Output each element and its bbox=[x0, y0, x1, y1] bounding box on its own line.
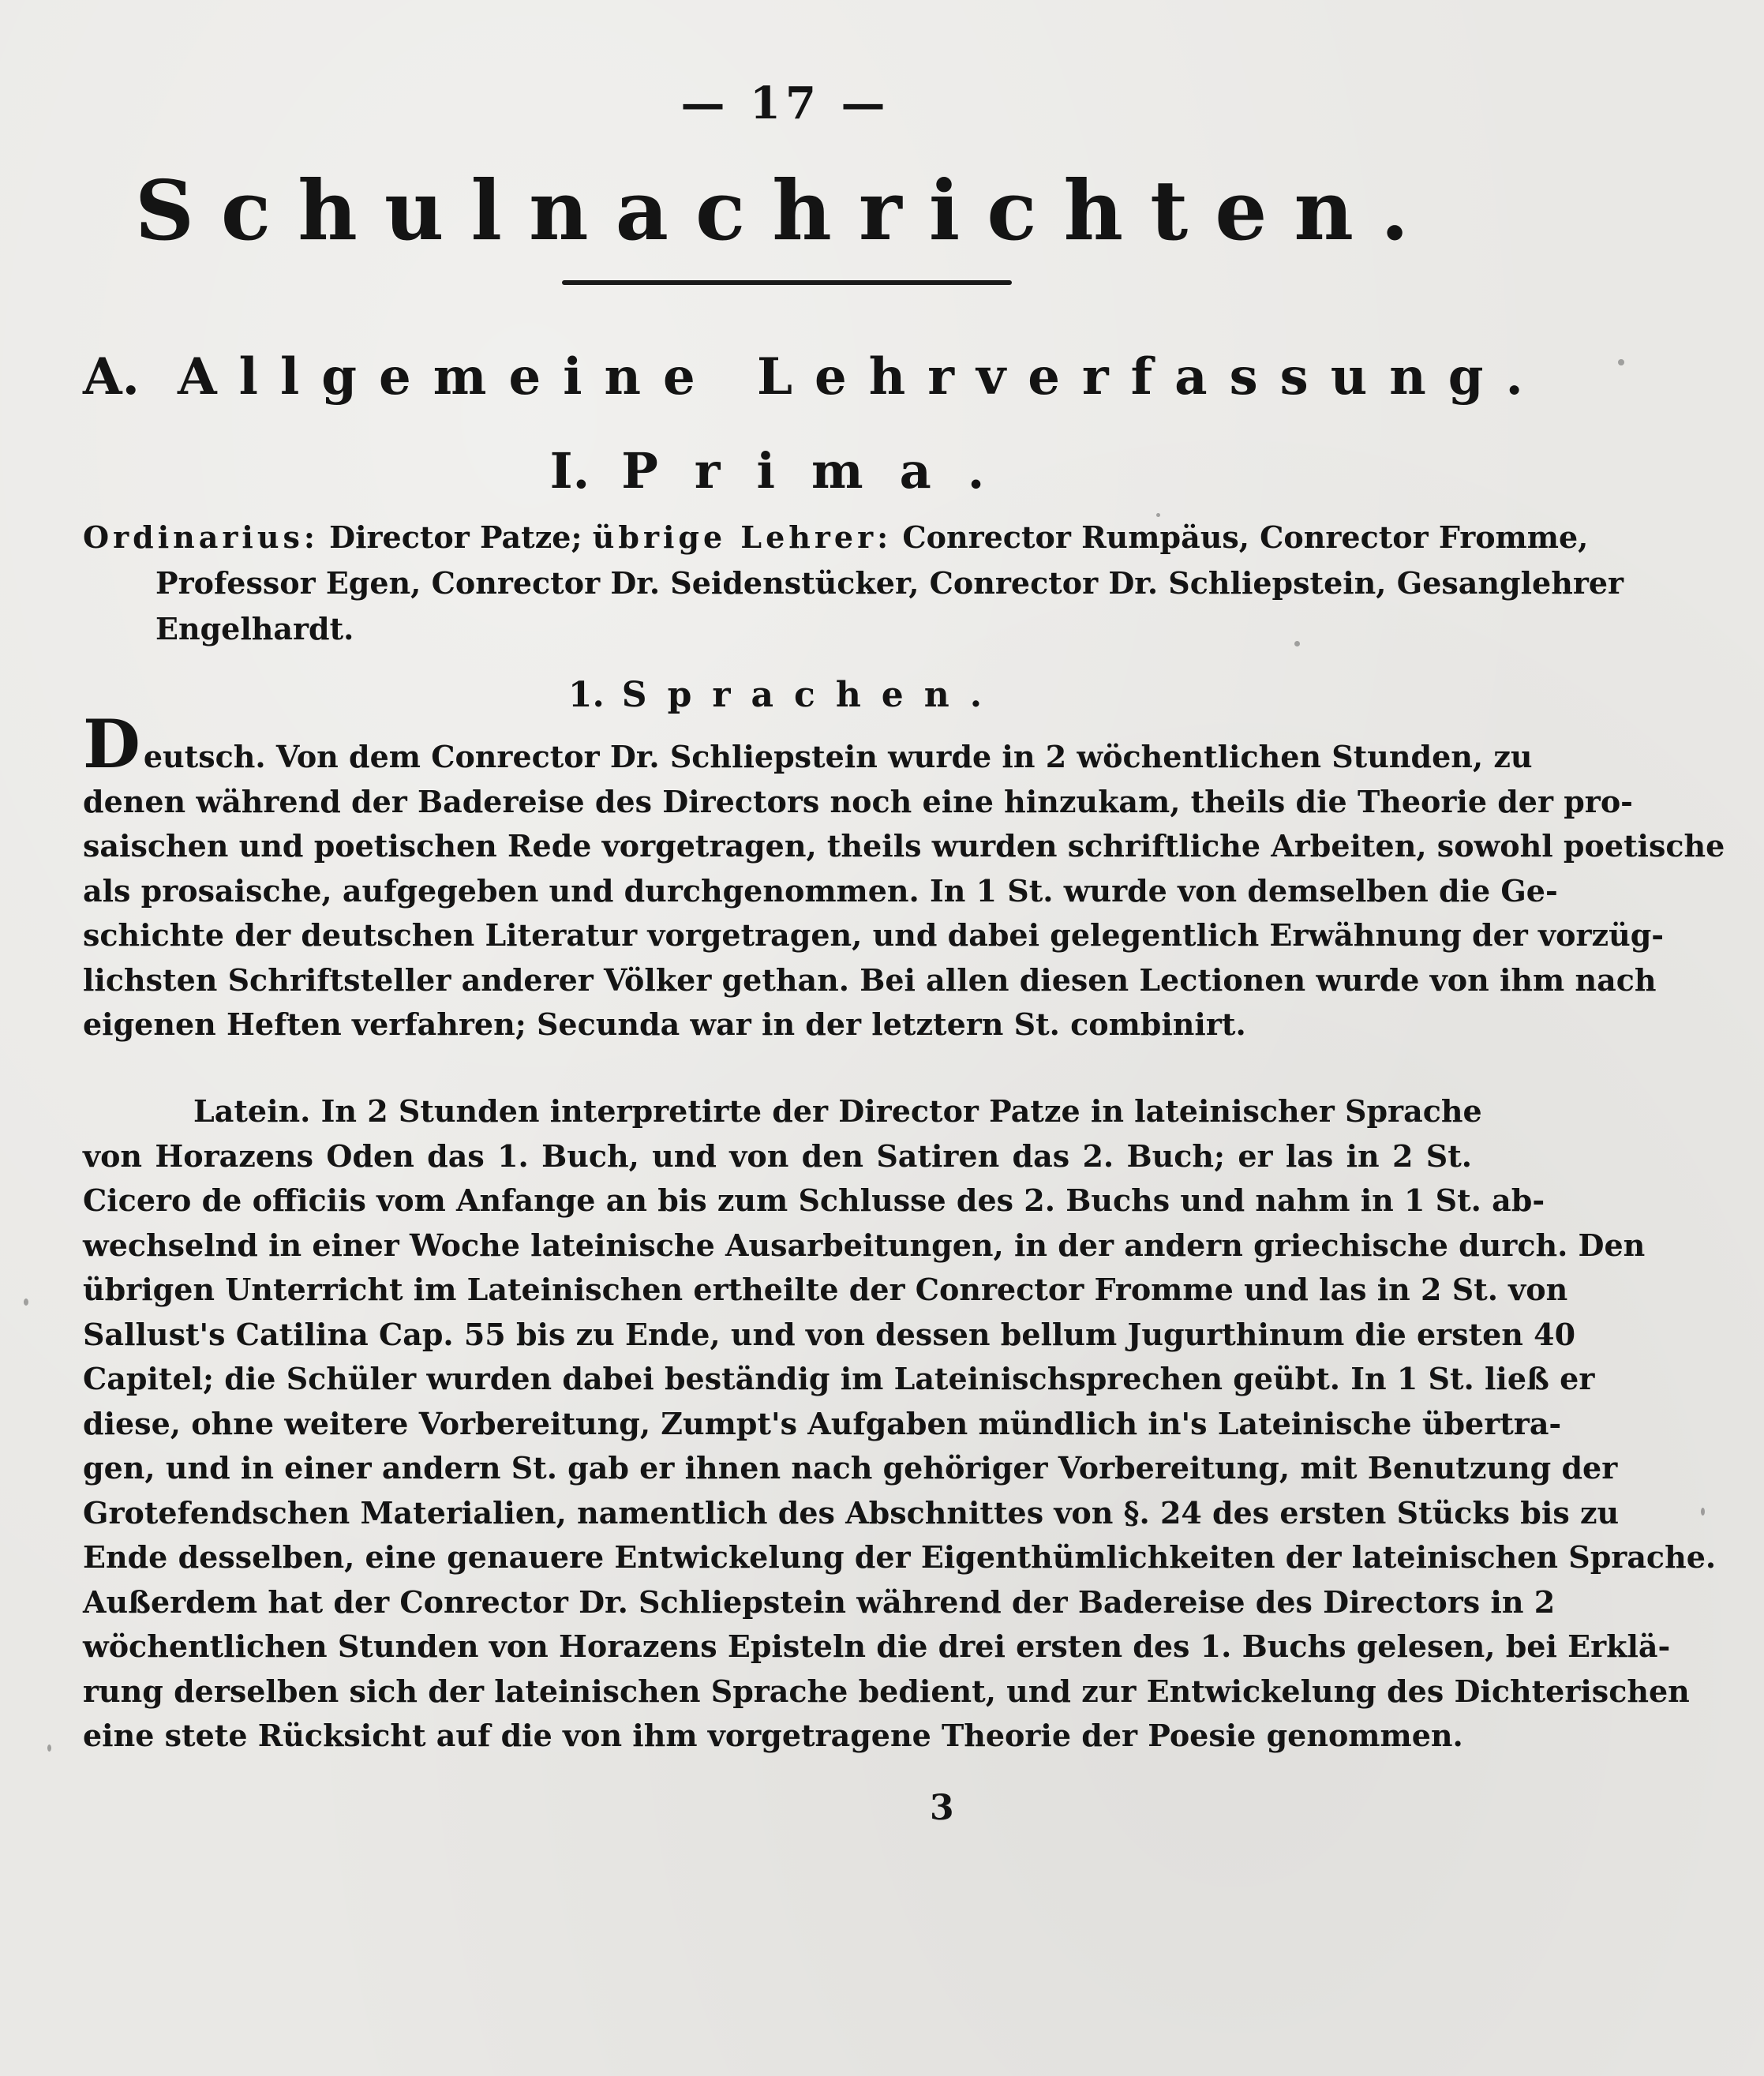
text-line: gen, und in einer andern St. gab er ihnen nach gehöriger Vorbereitung, mit Benutzung der bbox=[83, 1450, 1618, 1486]
text-line: Ende desselben, eine genauere Entwickelung der Eigenthümlichkeiten der lateinischen Sprache. bbox=[83, 1539, 1717, 1575]
text-line: saischen und poetischen Rede vorgetragen, theils wurden schriftliche Arbeiten, sowohl poetische bbox=[83, 828, 1725, 864]
text-line: lichsten Schriftsteller anderer Völker gethan. Bei allen diesen Lectionen wurde von ihm nach bbox=[83, 961, 1657, 998]
paper-speck bbox=[47, 1744, 51, 1752]
text-line: Cicero de officiis vom Anfange an bis zum Schlusse des 2. Buchs und nahm in 1 St. ab- bbox=[83, 1182, 1545, 1218]
text-line: Außerdem hat der Conrector Dr. Schliepstein während der Badereise des Directors in 2 bbox=[83, 1583, 1556, 1620]
staff-ordinarius-name: Director Patze; bbox=[329, 519, 582, 555]
paragraph-latein bbox=[83, 1089, 1717, 1759]
paper-speck bbox=[1156, 513, 1160, 517]
class-title: Prima. bbox=[621, 442, 1021, 500]
text-line bbox=[83, 705, 1533, 783]
text-line: von Horazens Oden das 1. Buch, und von den Satiren das 2. Buch; er las in 2 St. bbox=[83, 1137, 1472, 1174]
staff-line-2: Professor Egen, Conrector Dr. Seidenstücker, Conrector Dr. Schliepstein, Gesanglehrer bbox=[155, 565, 1624, 601]
staff-role-other: übrige Lehrer: bbox=[592, 519, 893, 555]
paragraph-deutsch bbox=[83, 705, 1725, 1047]
paper-speck bbox=[1294, 641, 1300, 646]
paper-speck bbox=[1701, 1508, 1705, 1516]
paper-speck bbox=[1618, 359, 1624, 365]
staff-line-3: Engelhardt. bbox=[155, 611, 354, 646]
subsection-heading bbox=[0, 675, 1571, 715]
class-number: I. bbox=[549, 442, 590, 500]
text-line: Grotefendschen Materialien, namentlich des Abschnittes von §. 24 des ersten Stücks bis zu bbox=[83, 1494, 1620, 1531]
staff-line-1 bbox=[83, 515, 1589, 560]
subsection-title: Sprachen. bbox=[621, 675, 1003, 715]
text-line: diese, ohne weitere Vorbereitung, Zumpt's Aufgaben mündlich in's Lateinische übertra- bbox=[83, 1405, 1562, 1441]
title-rule bbox=[562, 280, 1012, 285]
text-line: eine stete Rücksicht auf die von ihm vorgetragene Theorie der Poesie genommen. bbox=[83, 1718, 1463, 1753]
drop-cap: D bbox=[83, 705, 140, 783]
text-line: Sallust's Catilina Cap. 55 bis zu Ende, und von dessen bellum Jugurthinum die ersten 40 bbox=[83, 1316, 1576, 1352]
text-line: Capitel; die Schüler wurden dabei beständig im Lateinischsprechen geübt. In 1 St. ließ er bbox=[83, 1361, 1595, 1396]
section-a-title: Allgemeine Lehrverfassung. bbox=[178, 347, 1545, 407]
text-line-content: eutsch. Von dem Conrector Dr. Schliepstein wurde in 2 wöchentlichen Stunden, zu bbox=[143, 739, 1533, 774]
class-heading bbox=[0, 442, 1571, 500]
text-line: als prosaische, aufgegeben und durchgenommen. In 1 St. wurde von demselben die Ge- bbox=[83, 872, 1558, 909]
text-line: wöchentlichen Stunden von Horazens Episteln die drei ersten des 1. Buchs gelesen, bei Erklä- bbox=[83, 1628, 1671, 1664]
page-number: — 17 — bbox=[680, 77, 890, 129]
section-a-label: A. bbox=[83, 347, 140, 407]
text-line: eigenen Heften verfahren; Secunda war in der letztern St. combinirt. bbox=[83, 1006, 1246, 1042]
page-title: Schulnachrichten. bbox=[134, 162, 1436, 259]
staff-role-ordinarius: Ordinarius: bbox=[83, 519, 319, 555]
staff-other-names: Conrector Rumpäus, Conrector Fromme, bbox=[902, 519, 1589, 555]
paper-speck bbox=[24, 1298, 28, 1306]
subsection-number: 1. bbox=[567, 675, 605, 715]
text-line: Latein. In 2 Stunden interpretirte der Director Patze in lateinischer Sprache bbox=[193, 1093, 1482, 1129]
signature-mark: 3 bbox=[930, 1788, 954, 1828]
text-line: denen während der Badereise des Directors noch eine hinzukam, theils die Theorie der pro- bbox=[83, 783, 1633, 819]
text-line: übrigen Unterricht im Lateinischen ertheilte der Conrector Fromme und las in 2 St. von bbox=[83, 1272, 1568, 1307]
staff-list bbox=[83, 515, 1624, 652]
text-line: rung derselben sich der lateinischen Sprache bedient, und zur Entwickelung des Dichterischen bbox=[83, 1673, 1690, 1709]
section-a-heading bbox=[83, 347, 1545, 407]
text-line: wechselnd in einer Woche lateinische Ausarbeitungen, in der andern griechische durch. Den bbox=[83, 1227, 1646, 1263]
text-line: schichte der deutschen Literatur vorgetragen, und dabei gelegentlich Erwähnung der vorzüg- bbox=[83, 917, 1665, 953]
